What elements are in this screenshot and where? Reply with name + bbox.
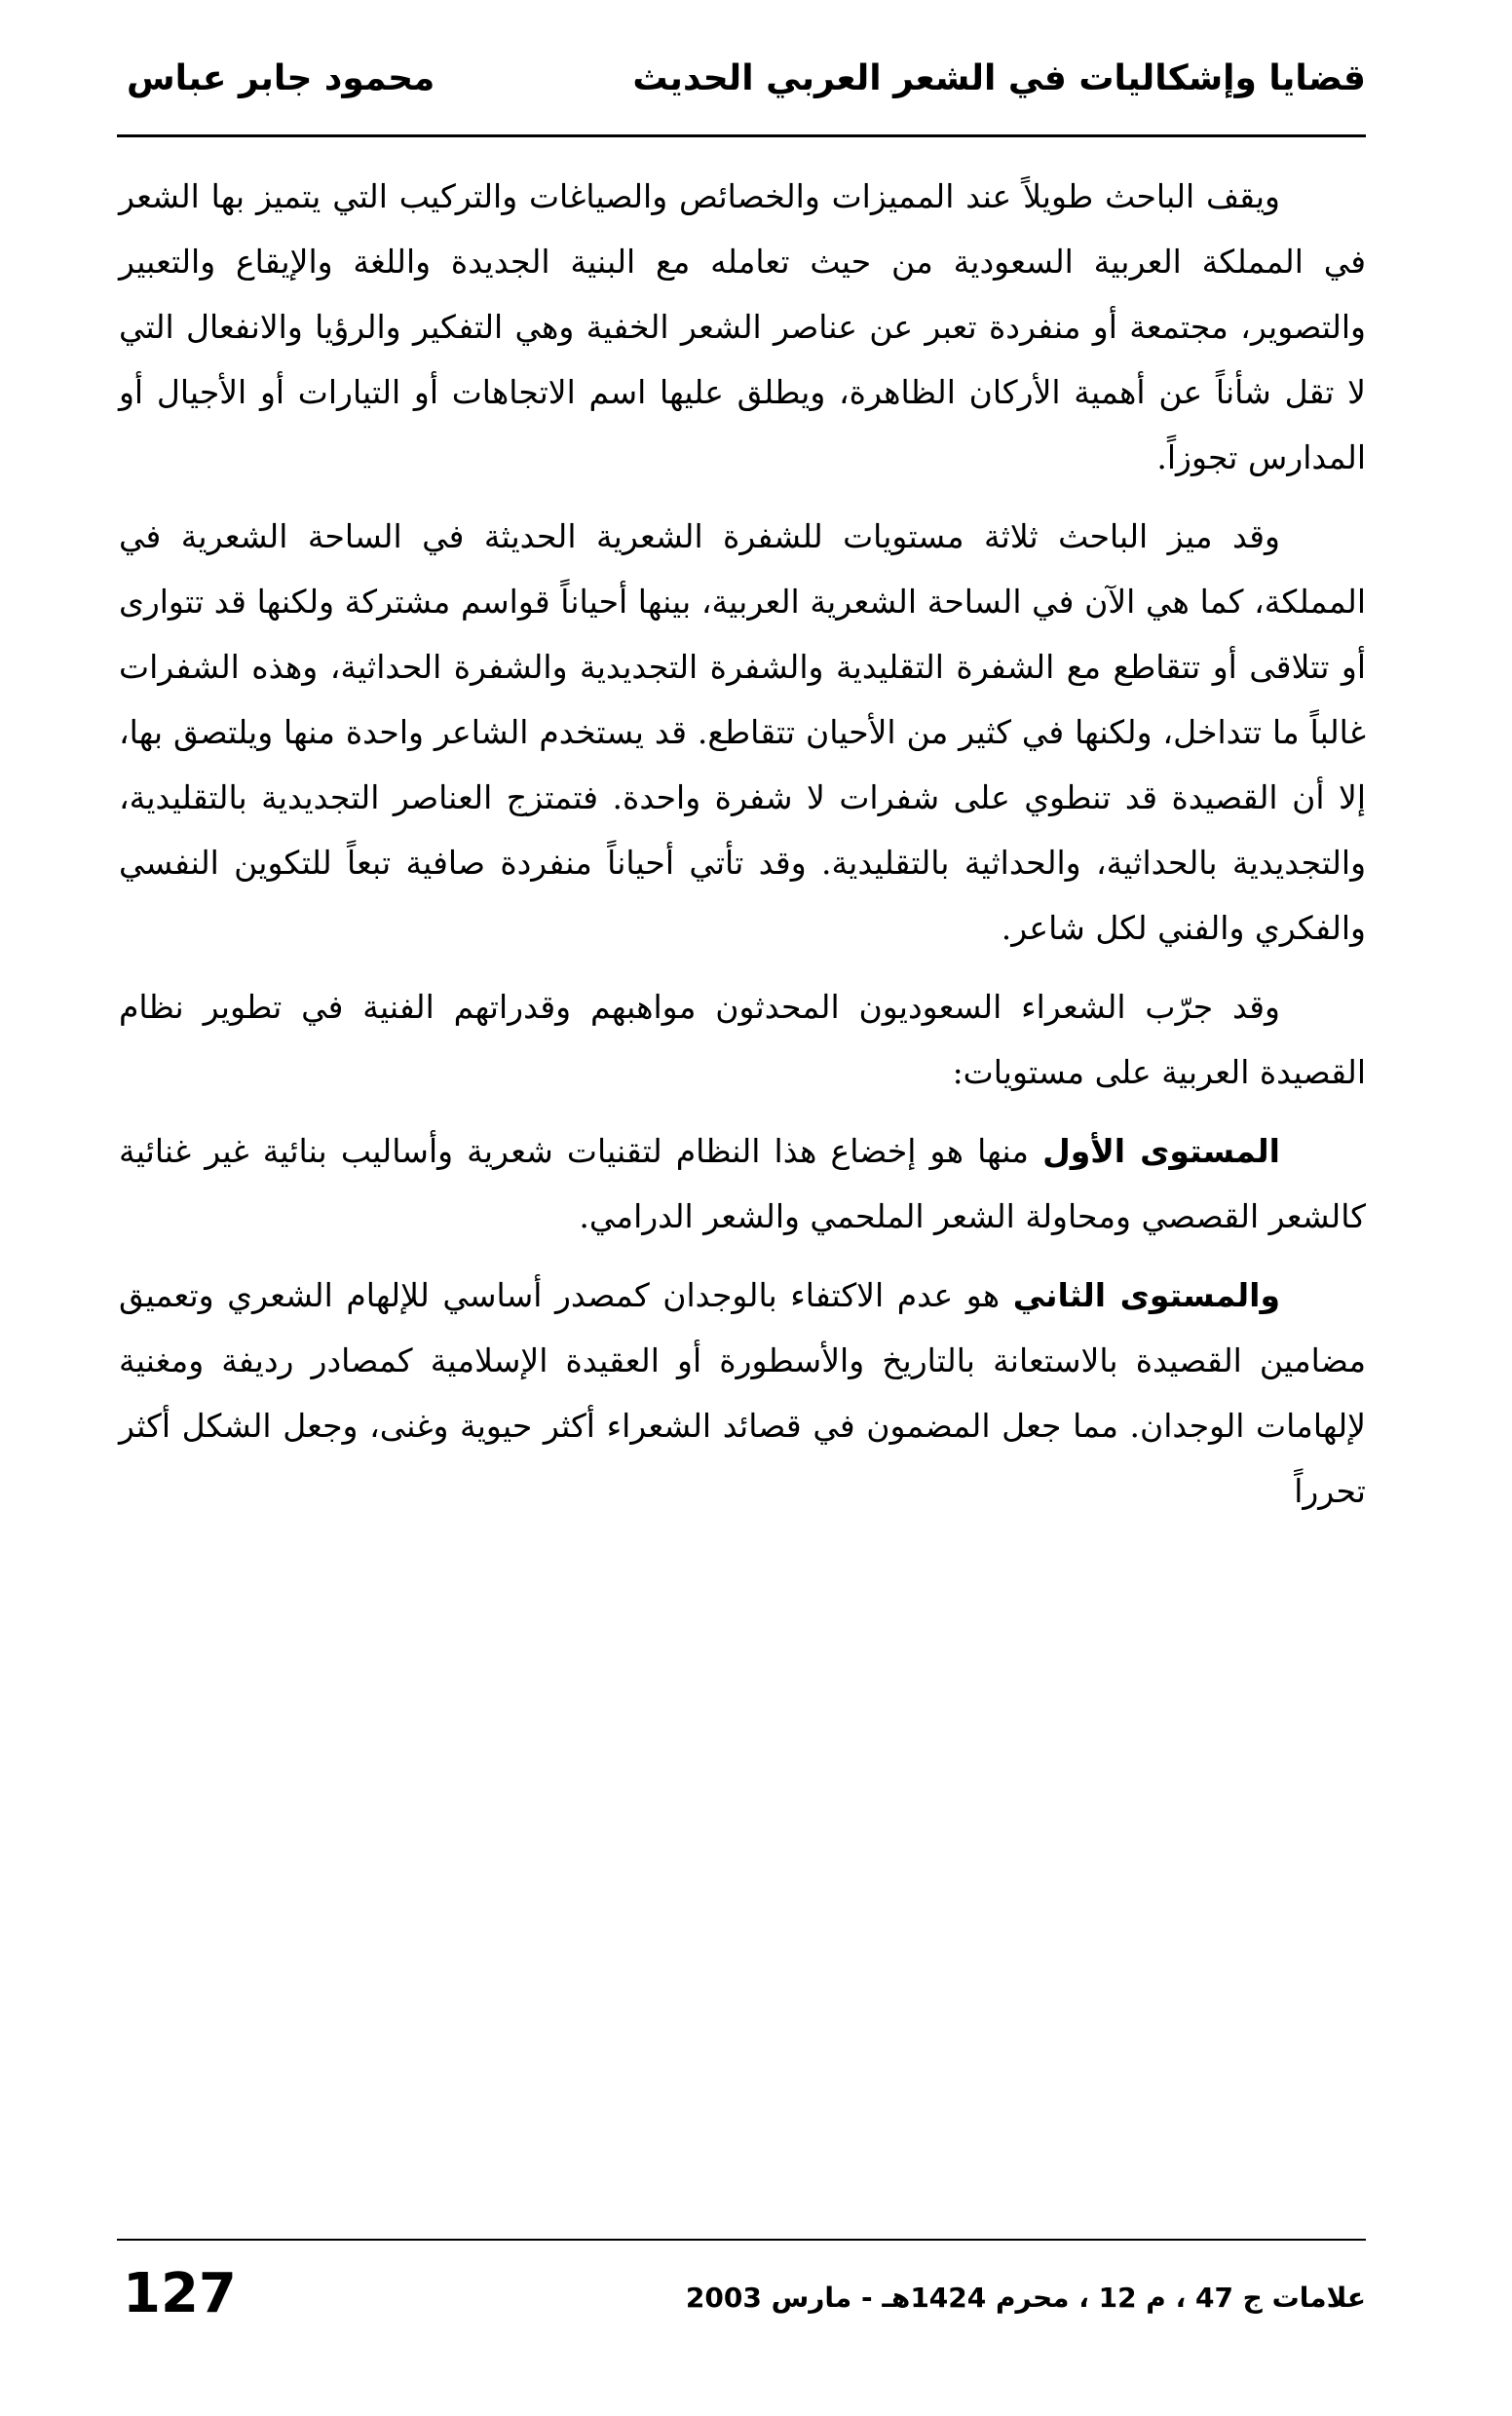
paragraph-text: ويقف الباحث طويلاً عند المميزات والخصائص والصياغات والتركيب التي يتميز بها الشعر في المملكة العربية السعودية من حيث تعامله مع البنية الجديدة واللغة والإيقاع والتعبير والتصوير، مجتمعة أو منفردة تعبر عن عناصر الشعر الخفية وهي التفكير والرؤيا والانفعال التي لا تقل شأناً عن أهمية الأركان الظاهرة، ويطلق عليها اسم الاتجاهات أو التيارات أو الأجيال أو المدارس تجوزاً. (119, 177, 1366, 476)
paragraph-1 (119, 164, 1366, 490)
author-name: محمود جابر عباس (127, 58, 435, 98)
paragraph-lead-bold: والمستوى الثاني (1012, 1276, 1280, 1314)
paragraph-lead-bold: المستوى الأول (1042, 1132, 1280, 1170)
paragraph-text: وقد ميز الباحث ثلاثة مستويات للشفرة الشعرية الحديثة في الساحة الشعرية في المملكة، كما هي الآن في الساحة الشعرية العربية، بينها أحياناً قواسم مشتركة ولكنها قد تتوارى أو تتلاقى أو تتقاطع مع الشفرة التقليدية والشفرة التجديدية والشفرة الحداثية، وهذه الشفرات غالباً ما تتداخل، ولكنها في كثير من الأحيان تتقاطع. قد يستخدم الشاعر واحدة منها ويلتصق بها، إلا أن القصيدة قد تنطوي على شفرات لا شفرة واحدة. فتمتزج العناصر التجديدية بالتقليدية، والتجديدية بالحداثية، والحداثية بالتقليدية. وقد تأتي أحياناً منفردة صافية تبعاً للتكوين النفسي والفكري والفني لكل شاعر. (119, 517, 1366, 947)
page-number: 127 (123, 2262, 237, 2325)
paragraph-text: وقد جرّب الشعراء السعوديون المحدثون مواهبهم وقدراتهم الفنية في تطوير نظام القصيدة العربية على مستويات: (119, 988, 1366, 1091)
header-divider (117, 134, 1366, 137)
paragraph-2 (119, 504, 1366, 961)
book-title: قضايا وإشكاليات في الشعر العربي الحديث (632, 58, 1366, 98)
paragraph-text: هو عدم الاكتفاء بالوجدان كمصدر أساسي للإلهام الشعري وتعميق مضامين القصيدة بالاستعانة بالتاريخ والأسطورة أو العقيدة الإسلامية كمصادر رديفة ومغنية لإلهامات الوجدان. مما جعل المضمون في قصائد الشعراء أكثر حيوية وغنى، وجعل الشكل أكثر تحرراً (119, 1276, 1366, 1510)
body-text (119, 164, 1366, 1537)
paragraph-text: منها هو إخضاع هذا النظام لتقنيات شعرية وأساليب بنائية غير غنائية كالشعر القصصي ومحاولة الشعر الملحمي والشعر الدرامي. (119, 1132, 1366, 1235)
paragraph-4 (119, 1118, 1366, 1249)
paragraph-3 (119, 974, 1366, 1105)
paragraph-5 (119, 1263, 1366, 1524)
running-footer (117, 2258, 1366, 2346)
footer-divider (117, 2239, 1366, 2241)
running-header (117, 51, 1366, 129)
journal-citation: علامات ج 47 ، م 12 ، محرم 1424هـ - مارس 2003 (685, 2282, 1366, 2314)
